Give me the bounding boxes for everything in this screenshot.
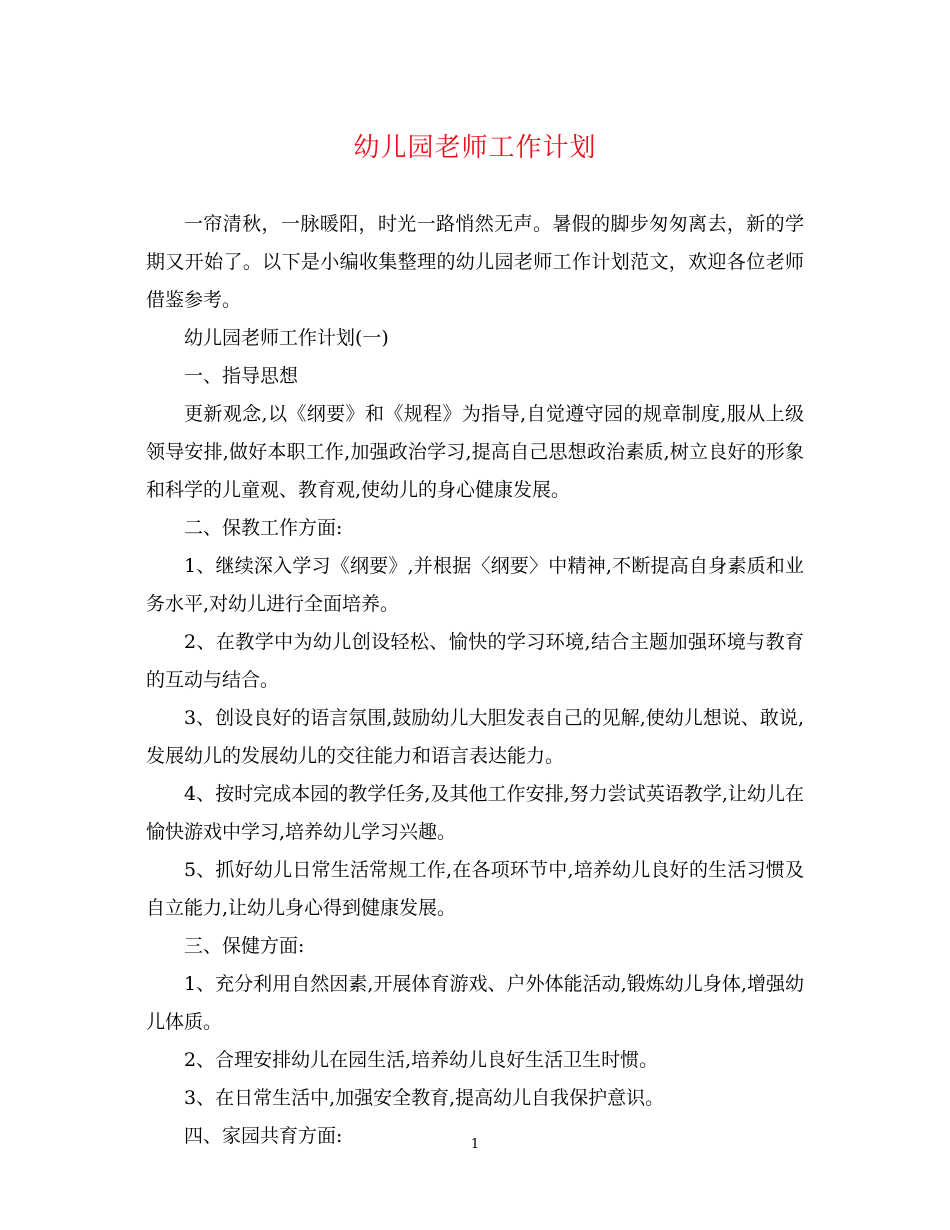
list-item-education-1: 1、继续深入学习《纲要》,并根据〈纲要〉中精神,不断提高自身素质和业务水平,对幼儿进行全面培养。	[146, 555, 804, 615]
section-heading-plan-one: 幼儿园老师工作计划(一)	[184, 327, 389, 349]
document-body	[146, 205, 804, 1155]
list-item-education-4: 4、按时完成本园的教学任务,及其他工作安排,努力尝试英语教学,让幼儿在愉快游戏中学习,培养幼儿学习兴趣。	[146, 783, 804, 843]
intro-paragraph: 一帘清秋，一脉暖阳，时光一路悄然无声。暑假的脚步匆匆离去，新的学期又开始了。以下是小编收集整理的幼儿园老师工作计划范文，欢迎各位老师借鉴参考。	[146, 213, 804, 311]
paragraph-guiding-ideology: 更新观念,以《纲要》和《规程》为指导,自觉遵守园的规章制度,服从上级领导安排,做好本职工作,加强政治学习,提高自己思想政治素质,树立良好的形象和科学的儿童观、教育观,使幼儿的身心健康发展。	[146, 403, 804, 501]
list-item-education-5: 5、抓好幼儿日常生活常规工作,在各项环节中,培养幼儿良好的生活习惯及自立能力,让幼儿身心得到健康发展。	[146, 859, 804, 919]
list-item-health-3: 3、在日常生活中,加强安全教育,提高幼儿自我保护意识。	[184, 1087, 665, 1109]
section-heading-home-school: 四、家园共育方面:	[184, 1125, 343, 1147]
section-heading-education-work: 二、保教工作方面:	[184, 517, 343, 539]
section-heading-health-care: 三、保健方面:	[184, 935, 305, 957]
list-item-education-3: 3、创设良好的语言氛围,鼓励幼儿大胆发表自己的见解,使幼儿想说、敢说,发展幼儿的发展幼儿的交往能力和语言表达能力。	[146, 707, 804, 767]
document-title: 幼儿园老师工作计划	[353, 133, 597, 163]
list-item-health-1: 1、充分利用自然因素,开展体育游戏、户外体能活动,锻炼幼儿身体,增强幼儿体质。	[146, 973, 804, 1033]
list-item-education-2: 2、在教学中为幼儿创设轻松、愉快的学习环境,结合主题加强环境与教育的互动与结合。	[146, 631, 804, 691]
list-item-health-2: 2、合理安排幼儿在园生活,培养幼儿良好生活卫生时惯。	[184, 1049, 659, 1071]
section-heading-guiding-ideology: 一、指导思想	[184, 365, 299, 387]
page-number: 1	[470, 1137, 480, 1152]
